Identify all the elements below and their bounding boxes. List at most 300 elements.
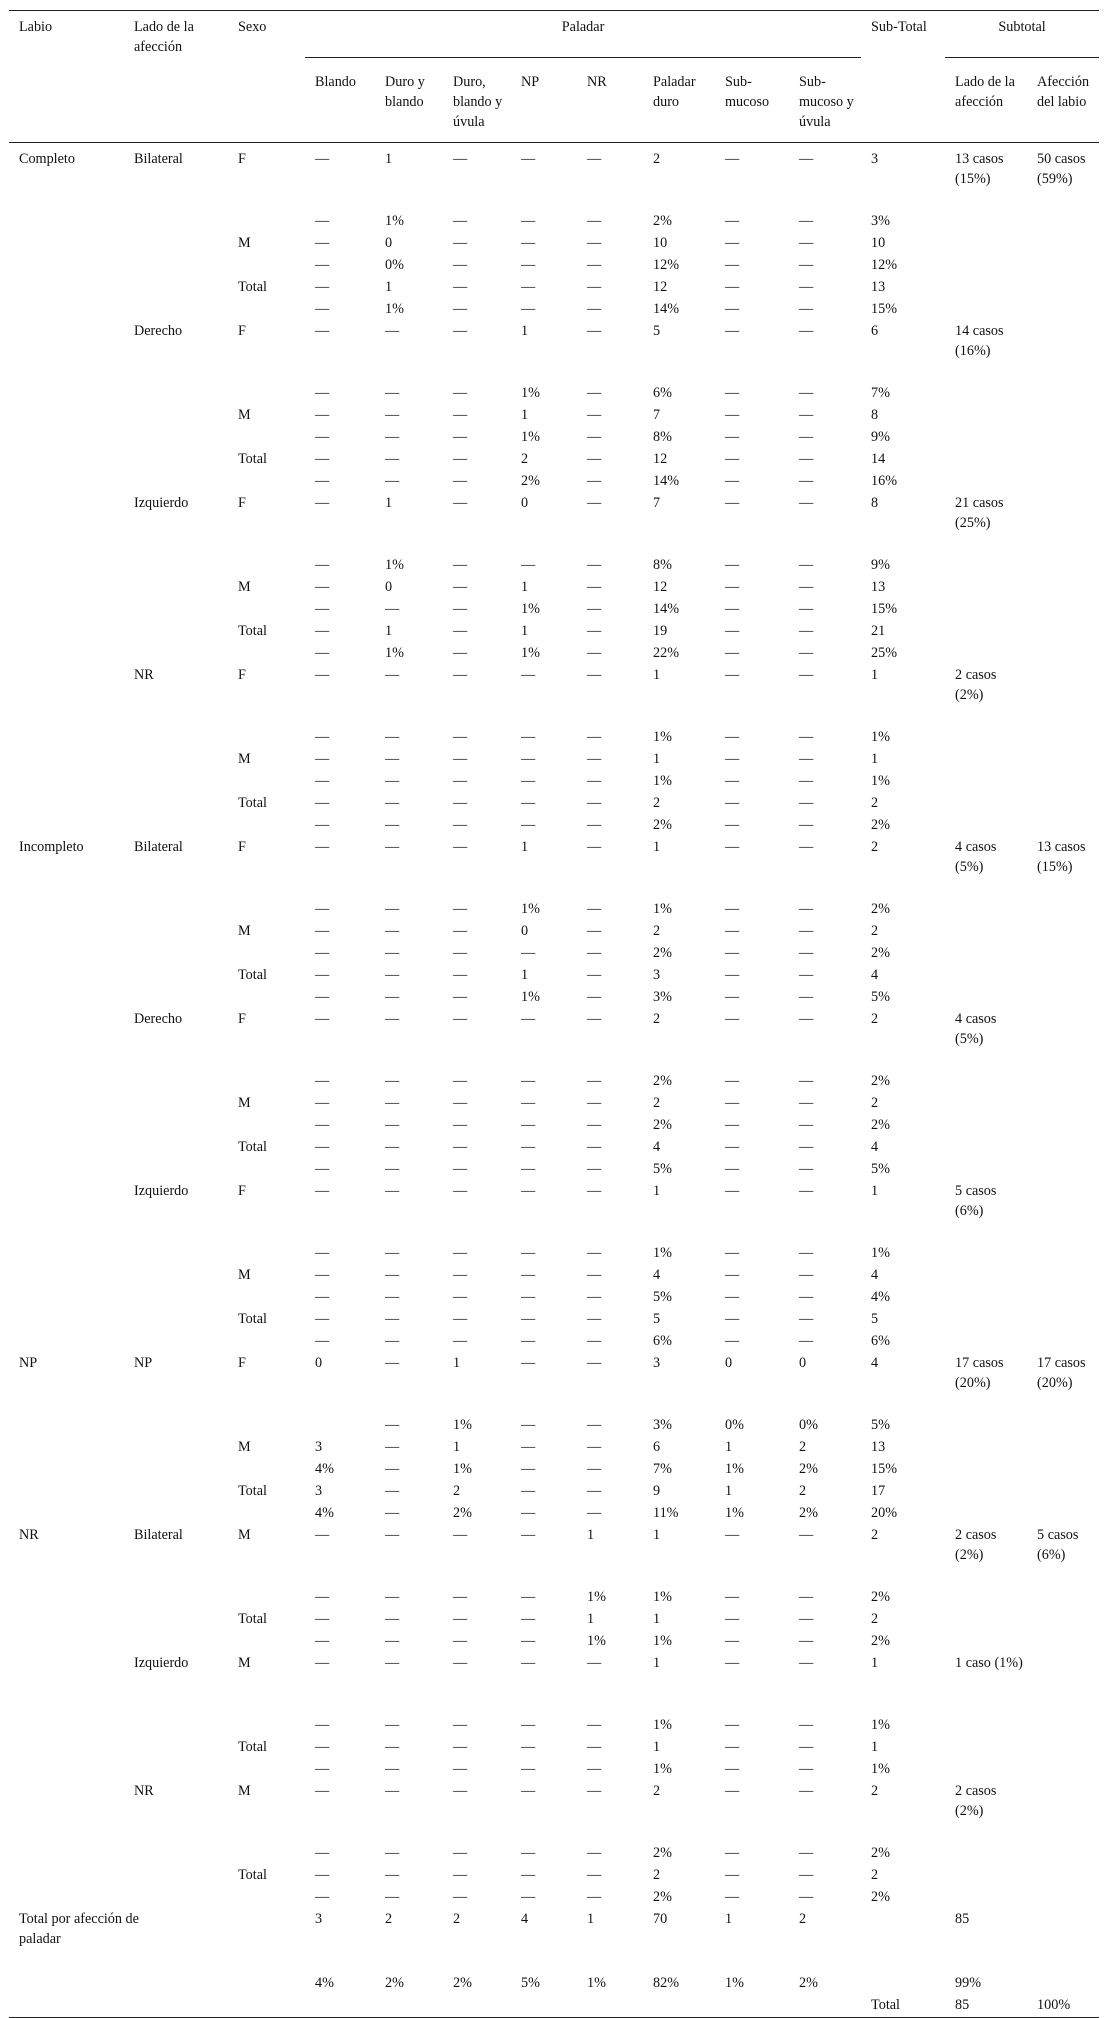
cell-lado-subtotal [945, 815, 1027, 837]
cell-paladar-value: — [725, 300, 740, 317]
cell-paladar-value: — [587, 300, 602, 317]
cell-lado [124, 921, 228, 943]
cell-lado-subtotal [945, 1715, 1027, 1737]
cell-subtotal: 10 [871, 234, 886, 251]
cell-labio [9, 233, 124, 255]
cell-labio-subtotal [1027, 965, 1099, 987]
cell-paladar-value: 6 [653, 1438, 661, 1455]
table-row [9, 943, 1099, 965]
cell-paladar-value: 1 [653, 1610, 661, 1627]
cell-labio [9, 427, 124, 449]
totals-count: 4 [521, 1910, 529, 1927]
cell-paladar-value: — [385, 1588, 400, 1605]
cell-paladar-value: — [385, 750, 400, 767]
cell-lado [124, 1759, 228, 1781]
cell-paladar-value: 2 [653, 1094, 661, 1111]
cell-paladar-value: — [587, 472, 602, 489]
cell-paladar-value: — [315, 278, 330, 295]
cell-lado [124, 1159, 228, 1181]
cell-paladar-value: 1% [653, 1632, 672, 1649]
cell-subtotal: 5% [871, 988, 890, 1005]
cell-paladar-value: — [315, 816, 330, 833]
cell-paladar-value: — [315, 1160, 330, 1177]
cell-subtotal: 1% [871, 772, 890, 789]
cell-paladar-value: — [799, 322, 814, 339]
cell-paladar-value: — [453, 1160, 468, 1177]
cell-sexo [228, 643, 305, 665]
cell-paladar-value: — [453, 750, 468, 767]
cell-sexo [228, 1287, 305, 1309]
cell-paladar-value: — [315, 472, 330, 489]
cell-labio-subtotal [1027, 1503, 1099, 1525]
cell-paladar-value: — [385, 988, 400, 1005]
cell-paladar-value: — [587, 1844, 602, 1861]
cell-paladar-value: — [587, 988, 602, 1005]
cell-lado [124, 233, 228, 255]
cell-paladar-value: — [587, 428, 602, 445]
cell-paladar-value: — [453, 838, 468, 855]
cell-labio [9, 1331, 124, 1353]
cell-lado-subtotal [945, 449, 1027, 471]
cell-sexo [228, 1415, 305, 1437]
cell-paladar-value: — [799, 988, 814, 1005]
cell-labio [9, 621, 124, 643]
cell-paladar-value: — [799, 1654, 814, 1671]
table-row [9, 665, 1099, 727]
cell-paladar-value: 1 [521, 406, 529, 423]
cell-lado-subtotal [945, 1115, 1027, 1137]
cell-paladar-value: 1% [385, 644, 404, 661]
cell-labio [9, 899, 124, 921]
cell-paladar-value: 1 [521, 838, 529, 855]
cell-sexo [228, 1459, 305, 1481]
cell-paladar-value: — [521, 1866, 536, 1883]
cell-paladar-value: — [725, 966, 740, 983]
cell-lado-subtotal [945, 621, 1027, 643]
cell-subtotal: 1% [871, 1244, 890, 1261]
cell-paladar-value: 2% [653, 1888, 672, 1905]
cell-labio-subtotal [1027, 277, 1099, 299]
totals-percent-row [9, 1973, 1099, 1995]
cell-labio-subtotal [1027, 449, 1099, 471]
cell-lado [124, 577, 228, 599]
cell-subtotal: 2% [871, 900, 890, 917]
cell-labio [9, 321, 124, 383]
cell-paladar-value: — [453, 151, 468, 167]
cell-paladar-value: — [385, 1460, 400, 1477]
cell-paladar-value: — [521, 794, 536, 811]
cell-paladar-value: — [453, 1844, 468, 1861]
cell-subtotal: 12% [871, 256, 898, 273]
cell-paladar-value: — [385, 838, 400, 855]
cell-paladar-value: — [453, 300, 468, 317]
cell-subtotal: 2 [871, 1866, 879, 1883]
cell-subtotal: 5% [871, 1416, 890, 1433]
cell-lado [124, 277, 228, 299]
cell-paladar-value: — [521, 1588, 536, 1605]
cell-paladar-value: — [315, 1094, 330, 1111]
cell-lado [124, 1287, 228, 1309]
cell-labio-subtotal [1027, 493, 1099, 555]
cell-paladar-value: — [315, 966, 330, 983]
totals-label: Total por afección de paladar [19, 1910, 139, 1947]
cell-paladar-value: — [521, 1888, 536, 1905]
cell-paladar-value: — [521, 1288, 536, 1305]
cell-labio-subtotal [1027, 599, 1099, 621]
cell-paladar-value: — [385, 1632, 400, 1649]
cell-paladar-value: — [385, 1416, 400, 1433]
cell-paladar-value: — [587, 944, 602, 961]
cell-labio-subtotal: 50 casos (59%) [1037, 151, 1086, 187]
cell-paladar-value: — [799, 406, 814, 423]
cell-paladar-value: — [799, 1526, 814, 1543]
cell-lado: NP [134, 1354, 153, 1371]
totals-count: 2 [385, 1910, 393, 1927]
cell-paladar-value: — [799, 838, 814, 855]
cell-paladar-value: 0 [799, 1354, 807, 1371]
cell-sexo [228, 1715, 305, 1737]
cell-paladar-value: — [799, 622, 814, 639]
cell-lado-subtotal [945, 1331, 1027, 1353]
cell-paladar-value: — [587, 1182, 602, 1199]
cell-paladar-value: — [453, 494, 468, 511]
cell-paladar-value: — [587, 1288, 602, 1305]
cell-paladar-value: — [587, 1760, 602, 1777]
cell-paladar-value: — [725, 212, 740, 229]
cell-paladar-value: — [587, 450, 602, 467]
cell-lado-subtotal: 4 casos (5%) [955, 1010, 997, 1047]
cell-paladar-value: — [799, 944, 814, 961]
cell-paladar-value: — [385, 816, 400, 833]
cell-paladar-value: — [453, 1760, 468, 1777]
cell-labio-subtotal [1027, 1781, 1099, 1843]
cell-paladar-value: — [725, 406, 740, 423]
cell-subtotal: 20% [871, 1504, 898, 1521]
cell-subtotal: 25% [871, 644, 898, 661]
cell-labio: Incompleto [19, 838, 84, 855]
cell-paladar-value: 1% [521, 600, 540, 617]
cell-paladar-value: — [521, 944, 536, 961]
cell-lado-subtotal [945, 793, 1027, 815]
cell-subtotal: 2 [871, 1094, 879, 1111]
cell-paladar-value: — [587, 1072, 602, 1089]
cell-subtotal: 8 [871, 494, 879, 511]
cell-sexo [228, 815, 305, 837]
cell-paladar-value: — [799, 1866, 814, 1883]
cell-paladar-value: 1 [653, 666, 661, 683]
cell-lado-subtotal [945, 1309, 1027, 1331]
cell-paladar-value: — [725, 1094, 740, 1111]
cell-paladar-value: — [725, 1844, 740, 1861]
cell-subtotal: 14 [871, 450, 886, 467]
cell-paladar-value: — [587, 900, 602, 917]
cell-paladar-value: — [385, 1332, 400, 1349]
cell-paladar-value: — [315, 944, 330, 961]
table-row [9, 793, 1099, 815]
cell-paladar-value: 5 [653, 322, 661, 339]
cell-paladar-value: 14% [653, 472, 680, 489]
table-row [9, 899, 1099, 921]
cell-paladar-value: — [385, 1738, 400, 1755]
cell-paladar-value: — [453, 988, 468, 1005]
cell-subtotal: 2 [871, 794, 879, 811]
cell-labio [9, 1265, 124, 1287]
cell-paladar-value: 1% [521, 428, 540, 445]
cell-paladar-value: — [725, 644, 740, 661]
cell-lado-subtotal [945, 255, 1027, 277]
cell-paladar-value: — [453, 1610, 468, 1627]
cell-paladar-value: — [725, 428, 740, 445]
totals-empty [1027, 1973, 1099, 1995]
cell-paladar-value: — [725, 922, 740, 939]
cell-paladar-value: — [453, 922, 468, 939]
cell-sexo [228, 1331, 305, 1353]
totals-percent: 5% [521, 1974, 540, 1991]
cell-sexo: F [238, 666, 246, 683]
cell-paladar-value: — [385, 384, 400, 401]
cell-paladar-value: 2 [653, 794, 661, 811]
cell-labio-subtotal [1027, 299, 1099, 321]
cell-paladar-value: 1 [385, 494, 393, 511]
table-row [9, 555, 1099, 577]
cell-lado-subtotal [945, 1093, 1027, 1115]
cell-paladar-value: — [587, 1782, 602, 1799]
cell-paladar-value: — [521, 772, 536, 789]
cell-paladar-value: — [315, 622, 330, 639]
cell-lado [124, 211, 228, 233]
cell-subtotal: 2% [871, 1888, 890, 1905]
cell-paladar-value: — [725, 1588, 740, 1605]
cell-paladar-value: — [587, 644, 602, 661]
cell-paladar-value: — [725, 1332, 740, 1349]
cell-lado [124, 1331, 228, 1353]
cell-paladar-value: — [799, 1288, 814, 1305]
cell-lado-subtotal [945, 965, 1027, 987]
cell-paladar-value: — [385, 728, 400, 745]
cell-labio-subtotal [1027, 1887, 1099, 1909]
cell-paladar-value: — [725, 1888, 740, 1905]
table-row [9, 1715, 1099, 1737]
cell-paladar-value: — [799, 644, 814, 661]
cell-paladar-value: — [725, 1138, 740, 1155]
totals-count: 3 [315, 1910, 323, 1927]
cell-subtotal: 3% [871, 212, 890, 229]
cell-paladar-value: — [385, 1888, 400, 1905]
cell-lado-subtotal [945, 987, 1027, 1009]
table-row [9, 1093, 1099, 1115]
cell-lado [124, 749, 228, 771]
cell-lado: Izquierdo [134, 1182, 189, 1199]
cell-labio-subtotal [1027, 1159, 1099, 1181]
cell-paladar-value: — [385, 406, 400, 423]
cell-paladar-value: — [453, 794, 468, 811]
cell-paladar-value: — [453, 234, 468, 251]
cell-paladar-value: — [453, 556, 468, 573]
cell-paladar-value: — [521, 1116, 536, 1133]
cell-subtotal: 1% [871, 728, 890, 745]
cell-paladar-value: — [315, 922, 330, 939]
cell-subtotal: 16% [871, 472, 898, 489]
cell-paladar-value: — [315, 900, 330, 917]
cell-labio-subtotal [1027, 1609, 1099, 1631]
cell-paladar-value: — [521, 234, 536, 251]
cell-paladar-value: — [315, 750, 330, 767]
cell-paladar-value: — [315, 1866, 330, 1883]
cell-paladar-value: — [725, 1526, 740, 1543]
cell-paladar-value: 12 [653, 578, 668, 595]
cell-paladar-value: — [315, 406, 330, 423]
cell-lado-subtotal [945, 405, 1027, 427]
cell-lado [124, 599, 228, 621]
cell-labio [9, 749, 124, 771]
cell-sexo: Total [238, 1866, 267, 1883]
cell-paladar-value: 1 [587, 1610, 595, 1627]
cell-labio [9, 493, 124, 555]
cell-labio [9, 1243, 124, 1265]
table-row [9, 1459, 1099, 1481]
cell-labio [9, 665, 124, 727]
cell-paladar-value: — [725, 838, 740, 855]
cell-paladar-value: 5% [653, 1160, 672, 1177]
table-body [9, 143, 1099, 2018]
cell-sexo: Total [238, 622, 267, 639]
header-paladar-col: Duro y blando [385, 74, 425, 110]
cell-paladar-value: — [521, 278, 536, 295]
table-row [9, 1071, 1099, 1093]
cell-labio [9, 555, 124, 577]
cell-paladar-value: — [385, 1288, 400, 1305]
cell-paladar-value: — [725, 256, 740, 273]
cell-paladar-value: — [799, 900, 814, 917]
cell-paladar-value: — [521, 556, 536, 573]
cell-paladar-value: — [385, 1072, 400, 1089]
cell-labio [9, 1781, 124, 1843]
cell-sexo: F [238, 1354, 246, 1371]
cell-labio-subtotal [1027, 1415, 1099, 1437]
cell-paladar-value: — [453, 1072, 468, 1089]
cell-paladar-value: 1 [725, 1482, 733, 1499]
cell-paladar-value: — [315, 300, 330, 317]
cell-subtotal: 2% [871, 1116, 890, 1133]
totals-count-row [9, 1909, 1099, 1973]
cell-paladar-value: — [453, 406, 468, 423]
cell-sexo: M [238, 1654, 251, 1671]
totals-count: 2 [453, 1910, 461, 1927]
final-total-labio: 100% [1027, 1995, 1099, 2018]
cell-labio [9, 1587, 124, 1609]
cell-paladar-value: — [799, 234, 814, 251]
cell-paladar-value: — [315, 212, 330, 229]
cell-paladar-value: — [385, 1760, 400, 1777]
cell-lado: Izquierdo [134, 494, 189, 511]
cell-paladar-value: — [521, 1844, 536, 1861]
cell-sexo: F [238, 1010, 246, 1027]
cell-lado [124, 815, 228, 837]
cell-paladar-value: — [453, 1588, 468, 1605]
cell-lado-subtotal [945, 1503, 1027, 1525]
table-row [9, 599, 1099, 621]
cell-paladar-value: — [587, 600, 602, 617]
table-row [9, 621, 1099, 643]
cell-paladar-value: — [799, 1888, 814, 1905]
table-row [9, 143, 1099, 211]
totals-percent: 4% [315, 1974, 334, 1991]
cell-lado-subtotal: 5 casos (6%) [955, 1182, 997, 1219]
cell-paladar-value: — [453, 1094, 468, 1111]
cell-paladar-value: — [799, 1266, 814, 1283]
cell-paladar-value: — [799, 1072, 814, 1089]
cell-paladar-value: 10 [653, 234, 668, 251]
cell-paladar-value: — [453, 966, 468, 983]
cell-lado-subtotal [945, 1159, 1027, 1181]
cell-paladar-value: 1% [385, 300, 404, 317]
cell-paladar-value: — [385, 600, 400, 617]
header-sexo: Sexo [228, 11, 305, 143]
cell-paladar-value: — [587, 666, 602, 683]
cell-sexo: M [238, 750, 251, 767]
table-row [9, 1887, 1099, 1909]
cell-labio-subtotal [1027, 1331, 1099, 1353]
cell-paladar-value: — [725, 750, 740, 767]
cell-labio-subtotal [1027, 233, 1099, 255]
cell-lado [124, 405, 228, 427]
cell-lado [124, 1631, 228, 1653]
cell-sexo [228, 211, 305, 233]
cell-paladar-value: 2 [653, 922, 661, 939]
cell-paladar-value: — [587, 1416, 602, 1433]
cell-paladar-value: — [725, 622, 740, 639]
totals-count: 1 [587, 1910, 595, 1927]
cell-subtotal: 21 [871, 622, 886, 639]
cell-labio [9, 943, 124, 965]
cell-paladar-value: — [725, 1288, 740, 1305]
cell-lado-subtotal [945, 1415, 1027, 1437]
cell-sexo: M [238, 406, 251, 423]
cell-paladar-value: 7 [653, 494, 661, 511]
cell-paladar-value: — [315, 151, 330, 167]
cell-paladar-value: — [725, 450, 740, 467]
cell-paladar-value: — [453, 1182, 468, 1199]
cell-paladar-value: 12 [653, 278, 668, 295]
cell-paladar-value: — [725, 794, 740, 811]
cell-lado: Bilateral [134, 1526, 183, 1543]
table-row [9, 1437, 1099, 1459]
cell-paladar-value: — [315, 428, 330, 445]
cell-paladar-value: — [385, 900, 400, 917]
cell-paladar-value: — [587, 1716, 602, 1733]
cell-sexo: Total [238, 1738, 267, 1755]
cell-paladar-value: 19 [653, 622, 668, 639]
cell-sexo [228, 1759, 305, 1781]
table-row [9, 727, 1099, 749]
cell-paladar-value: 22% [653, 644, 680, 661]
cell-labio-subtotal [1027, 1459, 1099, 1481]
cell-lado-subtotal [945, 1071, 1027, 1093]
cell-labio-subtotal [1027, 1115, 1099, 1137]
totals-percent: 2% [799, 1974, 818, 1991]
cell-lado [124, 299, 228, 321]
cell-lado [124, 1843, 228, 1865]
cell-paladar-value: — [315, 450, 330, 467]
palate-lip-table [9, 10, 1099, 2018]
table-row [9, 233, 1099, 255]
cell-paladar-value: — [315, 556, 330, 573]
cell-paladar-value: — [385, 666, 400, 683]
cell-sexo: M [238, 1782, 251, 1799]
cell-subtotal: 2 [871, 1610, 879, 1627]
cell-lado-subtotal [945, 233, 1027, 255]
cell-paladar-value: 14% [653, 600, 680, 617]
